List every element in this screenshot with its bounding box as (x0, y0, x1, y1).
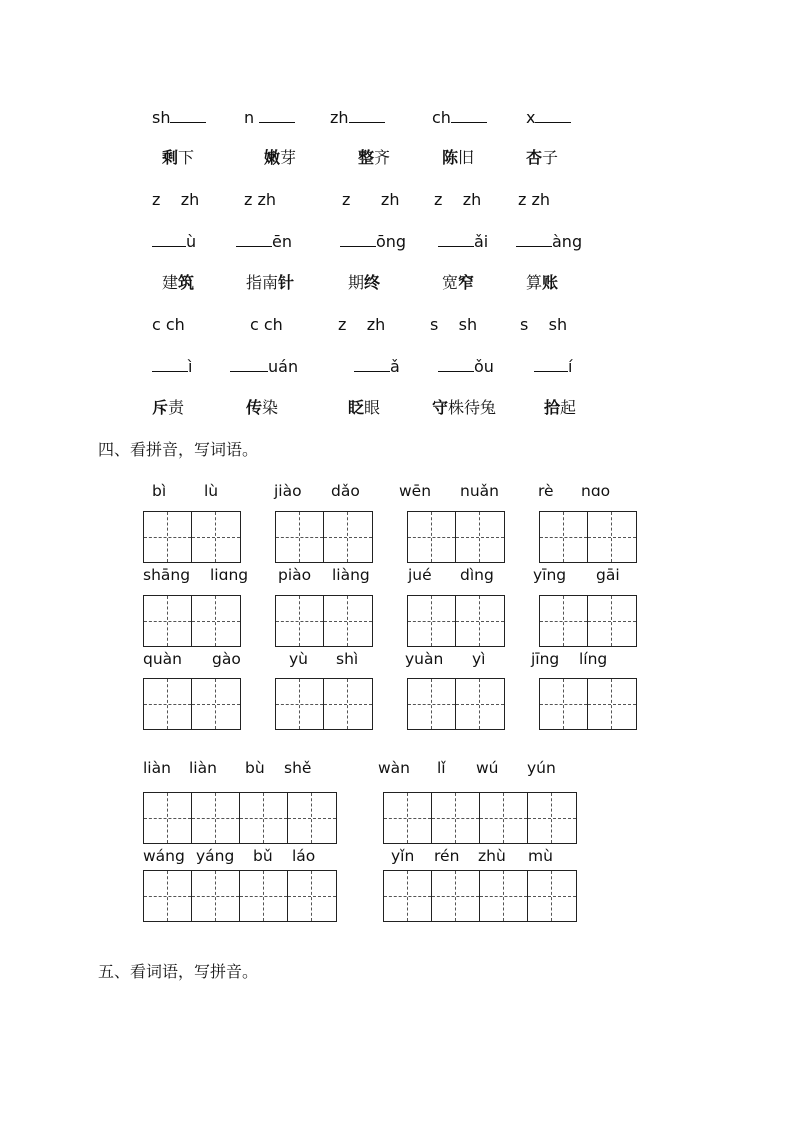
pinyin-syllable: yáng (196, 847, 235, 865)
final-item: ǎ (354, 355, 400, 379)
answer-blank[interactable] (152, 230, 186, 247)
pinyin-syllable: yún (527, 759, 556, 777)
pinyin-syllable: líng (579, 650, 608, 668)
word-item: 剩下 (162, 148, 195, 167)
writing-grid[interactable] (275, 511, 373, 563)
answer-blank[interactable] (438, 355, 474, 372)
answer-blank[interactable] (349, 106, 385, 123)
pinyin-syllable: jīng (531, 650, 560, 668)
pinyin-syllable: zhù (478, 847, 506, 865)
pinyin-syllable: láo (292, 847, 316, 865)
final-item: ǎi (438, 230, 488, 254)
answer-blank[interactable] (438, 230, 474, 247)
word-item: 眨眼 (348, 398, 381, 417)
option-pair: z zh (342, 190, 400, 209)
pinyin-syllable: bù (245, 759, 265, 777)
section-5-heading: 五、看词语，写拼音。 (98, 962, 259, 981)
word-item: 整齐 (358, 148, 391, 167)
idiom-writing-grid[interactable] (143, 792, 337, 844)
answer-blank[interactable] (236, 230, 272, 247)
words-row-1 (0, 146, 794, 170)
options-row-2 (0, 313, 794, 337)
pinyin-syllable: lù (204, 482, 219, 500)
writing-grid[interactable] (143, 595, 241, 647)
writing-grid[interactable] (539, 678, 637, 730)
pinyin-syllable: liàn (143, 759, 171, 777)
final-item: àng (516, 230, 582, 254)
option-pair: z zh (518, 190, 551, 209)
option-pair: z zh (434, 190, 482, 209)
final-item: ù (152, 230, 196, 254)
pinyin-syllable: jué (408, 566, 432, 584)
pinyin-syllable: bǔ (253, 847, 273, 865)
answer-blank[interactable] (230, 355, 268, 372)
pinyin-syllable: yīng (533, 566, 567, 584)
idiom-writing-grid[interactable] (383, 792, 577, 844)
pinyin-syllable: gào (212, 650, 241, 668)
option-pair: c ch (152, 315, 185, 334)
pinyin-syllable: dìng (460, 566, 494, 584)
pinyin-syllable: bì (152, 482, 167, 500)
option-pair: c ch (250, 315, 283, 334)
pinyin-syllable: liàn (189, 759, 217, 777)
answer-blank[interactable] (516, 230, 552, 247)
writing-grid[interactable] (275, 678, 373, 730)
pinyin-syllable: liɑng (210, 566, 249, 584)
idiom-writing-grid[interactable] (143, 870, 337, 922)
pinyin-syllable: shě (284, 759, 312, 777)
pinyin-syllable: lǐ (437, 759, 446, 777)
pinyin-syllable: shì (336, 650, 359, 668)
answer-blank[interactable] (451, 106, 487, 123)
idiom-writing-grid[interactable] (383, 870, 577, 922)
writing-grid[interactable] (539, 511, 637, 563)
answer-blank[interactable] (170, 106, 206, 123)
pinyin-syllable: gāi (596, 566, 620, 584)
pinyin-syllable: wáng (143, 847, 185, 865)
answer-blank[interactable] (354, 355, 390, 372)
pinyin-syllable: piào (278, 566, 312, 584)
word-item: 守株待兔 (432, 398, 497, 417)
pinyin-syllable: yuàn (405, 650, 444, 668)
writing-grid[interactable] (143, 511, 241, 563)
word-item: 指南针 (246, 273, 295, 292)
pinyin-syllable: wú (476, 759, 499, 777)
option-pair: z zh (244, 190, 277, 209)
option-pair: z zh (152, 190, 200, 209)
word-item: 建筑 (162, 273, 195, 292)
words-row-2 (0, 271, 794, 295)
answer-blank[interactable] (534, 355, 568, 372)
pinyin-syllable: yù (289, 650, 308, 668)
pinyin-syllable: liàng (332, 566, 370, 584)
word-item: 传染 (246, 398, 279, 417)
initial-item: x (526, 106, 571, 130)
pinyin-syllable: dǎo (331, 482, 360, 500)
finals-row-1 (0, 230, 794, 254)
word-item: 期终 (348, 273, 381, 292)
finals-row-2 (0, 355, 794, 379)
initial-item: sh (152, 106, 206, 130)
option-pair: s sh (520, 315, 568, 334)
pinyin-syllable: rè (538, 482, 554, 500)
pinyin-syllable: wàn (378, 759, 410, 777)
writing-grid[interactable] (407, 595, 505, 647)
final-item: ì (152, 355, 192, 379)
final-item: ǒu (438, 355, 494, 379)
pinyin-syllable: nɑo (581, 482, 611, 500)
word-item: 嫩芽 (264, 148, 297, 167)
answer-blank[interactable] (259, 106, 295, 123)
pinyin-syllable: quàn (143, 650, 182, 668)
answer-blank[interactable] (152, 355, 188, 372)
word-item: 斥责 (152, 398, 185, 417)
pinyin-syllable: yì (472, 650, 486, 668)
writing-grid[interactable] (143, 678, 241, 730)
initial-item: n (244, 106, 295, 130)
final-item: ōng (340, 230, 406, 254)
final-item: ēn (236, 230, 292, 254)
initials-row-1 (0, 106, 794, 130)
option-pair: s sh (430, 315, 478, 334)
options-row-1 (0, 188, 794, 212)
answer-blank[interactable] (340, 230, 376, 247)
words-row-3 (0, 396, 794, 420)
writing-grid[interactable] (407, 678, 505, 730)
word-item: 陈旧 (442, 148, 475, 167)
word-item: 拾起 (544, 398, 577, 417)
pinyin-syllable: shāng (143, 566, 191, 584)
pinyin-syllable: mù (528, 847, 553, 865)
pinyin-syllable: jiào (274, 482, 302, 500)
writing-grid[interactable] (407, 511, 505, 563)
initial-item: zh (330, 106, 385, 130)
final-item: í (534, 355, 572, 379)
pinyin-syllable: yǐn (391, 847, 415, 865)
answer-blank[interactable] (535, 106, 571, 123)
pinyin-syllable: rén (434, 847, 460, 865)
word-item: 宽窄 (442, 273, 475, 292)
word-item: 算账 (526, 273, 559, 292)
word-item: 杏子 (526, 148, 559, 167)
writing-grid[interactable] (275, 595, 373, 647)
pinyin-syllable: nuǎn (460, 482, 499, 500)
initial-item: ch (432, 106, 487, 130)
option-pair: z zh (338, 315, 386, 334)
final-item: uán (230, 355, 298, 379)
writing-grid[interactable] (539, 595, 637, 647)
pinyin-syllable: wēn (399, 482, 432, 500)
section-4-heading: 四、看拼音，写词语。 (98, 440, 259, 459)
